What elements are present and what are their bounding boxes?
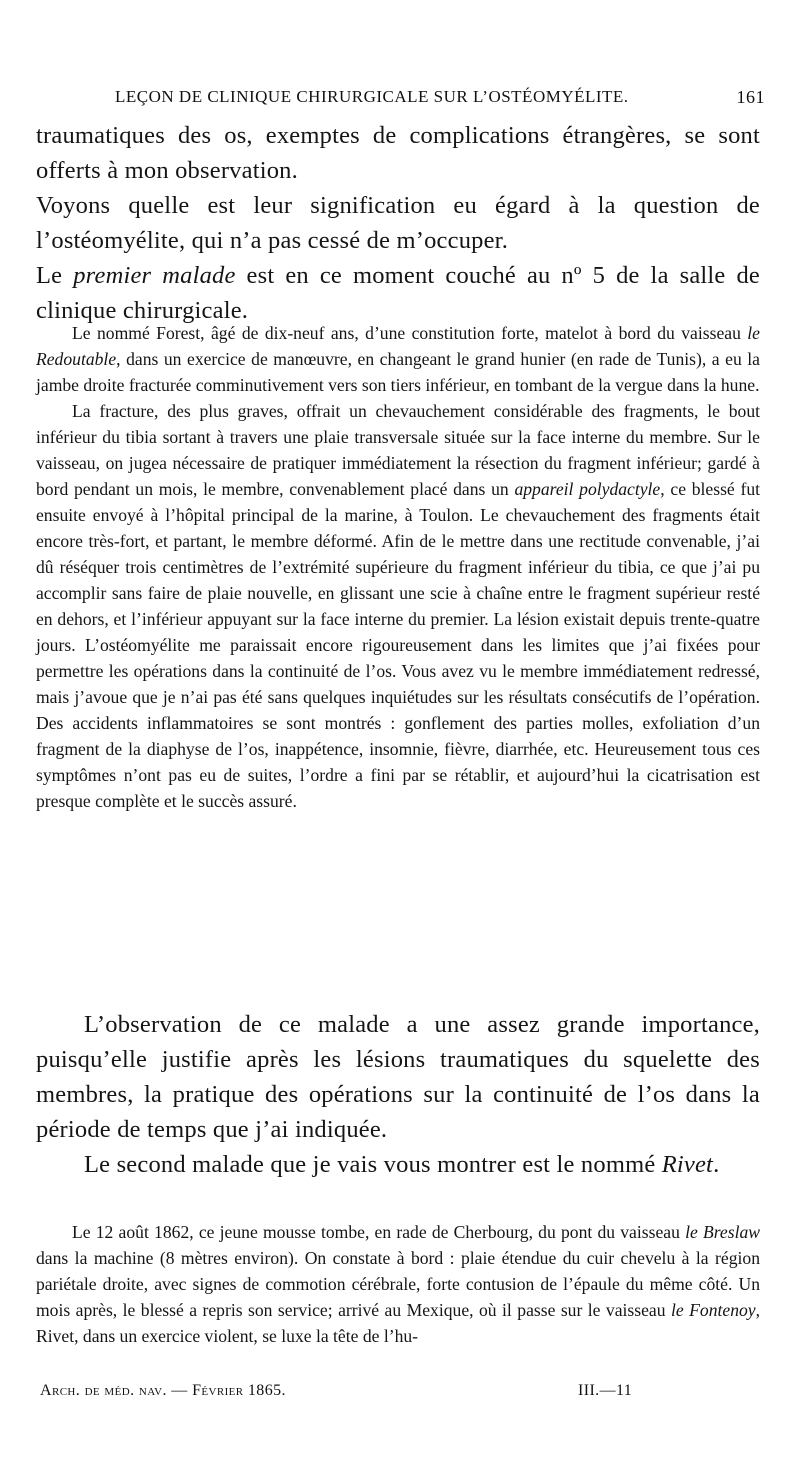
journal-reference: Arch. de méd. nav. — Février 1865. bbox=[40, 1382, 286, 1399]
paragraph: La fracture, des plus graves, offrait un chevauchement considérable des fragments, le bout inférieur du tibia sortant à travers une plaie transversale située sur la face interne du membre. Sur le vaisseau, on jugea nécessaire de pratiquer immédiatement la résection du fragment inférieur; gardé à bord pendant un mois, le membre, convenablement placé dans un appareil polydactyle, ce blessé fut ensuite envoyé à l’hôpital principal de la marine, à Toulon. Le chevauchement des fragments était encore très-fort, et partant, le membre déformé. Afin de le mettre dans une rectitude convenable, j’ai dû réséquer trois centimètres de l’extrémité supérieure du fragment inférieur du tibia, ce que j’ai pu accomplir sans faire de plaie nouvelle, en glissant une scie à chaîne entre le fragment supérieur resté en dehors, et l’inférieur appuyant sur la face interne du premier. La lésion existait depuis trente-quatre jours. L’ostéomyélite me paraissait encore rigoureusement dans les limites que j’ai fixées pour permettre les opérations dans la continuité de l’os. Vous avez vu le membre immédiatement redressé, mais j’avoue que je n’ai pas été sans quelques inquiétudes sur les résultats consécutifs de l’opération. Des accidents inflammatoires se sont montrés : gonflement des parties molles, exfoliation d’un fragment de la diaphyse de l’os, inappétence, insomnie, fièvre, diarrhée, etc. Heureusement tous ces symptômes n’ont pas eu de suites, l’ordre a fini par se rétablir, et aujourd’hui la cicatrisation est presque complète et le succès assuré. bbox=[36, 401, 760, 811]
signature-mark: III.—11 bbox=[578, 1382, 633, 1399]
paragraph: Le nommé Forest, âgé de dix-neuf ans, d’une constitution forte, matelot à bord du vaisseau le Redoutable, dans un exercice de manœuvre, en changeant le grand hunier (en rade de Tunis), a eu la jambe droite fracturée comminutivement vers son tiers inférieur, en tombant de la vergue dans la hune. bbox=[36, 323, 760, 395]
body-text-section-2 bbox=[36, 1007, 760, 1182]
case-report-rivet bbox=[36, 1219, 760, 1349]
ship-name: le Breslaw bbox=[685, 1222, 760, 1242]
running-head bbox=[115, 87, 765, 107]
paragraph: Le 12 août 1862, ce jeune mousse tombe, en rade de Cherbourg, du pont du vaisseau le Breslaw dans la machine (8 mètres environ). On constate à bord : plaie étendue du cuir chevelu à la région pariétale droite, avec signes de commotion cérébrale, forte contusion de l’épaule du même côté. Un mois après, le blessé a repris son service; arrivé au Mexique, où il passe sur le vaisseau le Fontenoy, Rivet, dans un exercice violent, se luxe la tête de l’hu- bbox=[36, 1222, 760, 1346]
patient-name: Rivet bbox=[661, 1151, 714, 1178]
ship-name: le Redoutable bbox=[36, 323, 760, 369]
paragraph: Le second malade que je vais vous montrer est le nommé Rivet. bbox=[84, 1151, 720, 1178]
emphasis: appareil polydactyle bbox=[514, 479, 661, 499]
paragraph: L’observation de ce malade a une assez grande importance, puisqu’elle justifie après les lésions traumatiques du squelette des membres, la pratique des opérations sur la continuité de l’os dans la période de temps que j’ai indiquée. bbox=[36, 1011, 760, 1143]
paragraph: traumatiques des os, exemptes de complications étrangères, se sont offerts à mon observation. bbox=[36, 122, 760, 184]
paragraph: Le premier malade est en ce moment couché au nº 5 de la salle de clinique chirurgicale. bbox=[36, 262, 760, 324]
case-report-forest bbox=[36, 320, 760, 814]
ship-name: le Fontenoy bbox=[671, 1300, 756, 1320]
emphasis: premier malade bbox=[73, 262, 236, 289]
page-number: 161 bbox=[736, 87, 765, 107]
paragraph: Voyons quelle est leur signification eu égard à la question de l’ostéomyélite, qui n’a pas cessé de m’occuper. bbox=[36, 192, 760, 254]
body-text-section-1 bbox=[36, 118, 760, 328]
running-title: LEÇON DE CLINIQUE CHIRURGICALE SUR L’OSTÉOMYÉLITE. bbox=[115, 87, 629, 106]
